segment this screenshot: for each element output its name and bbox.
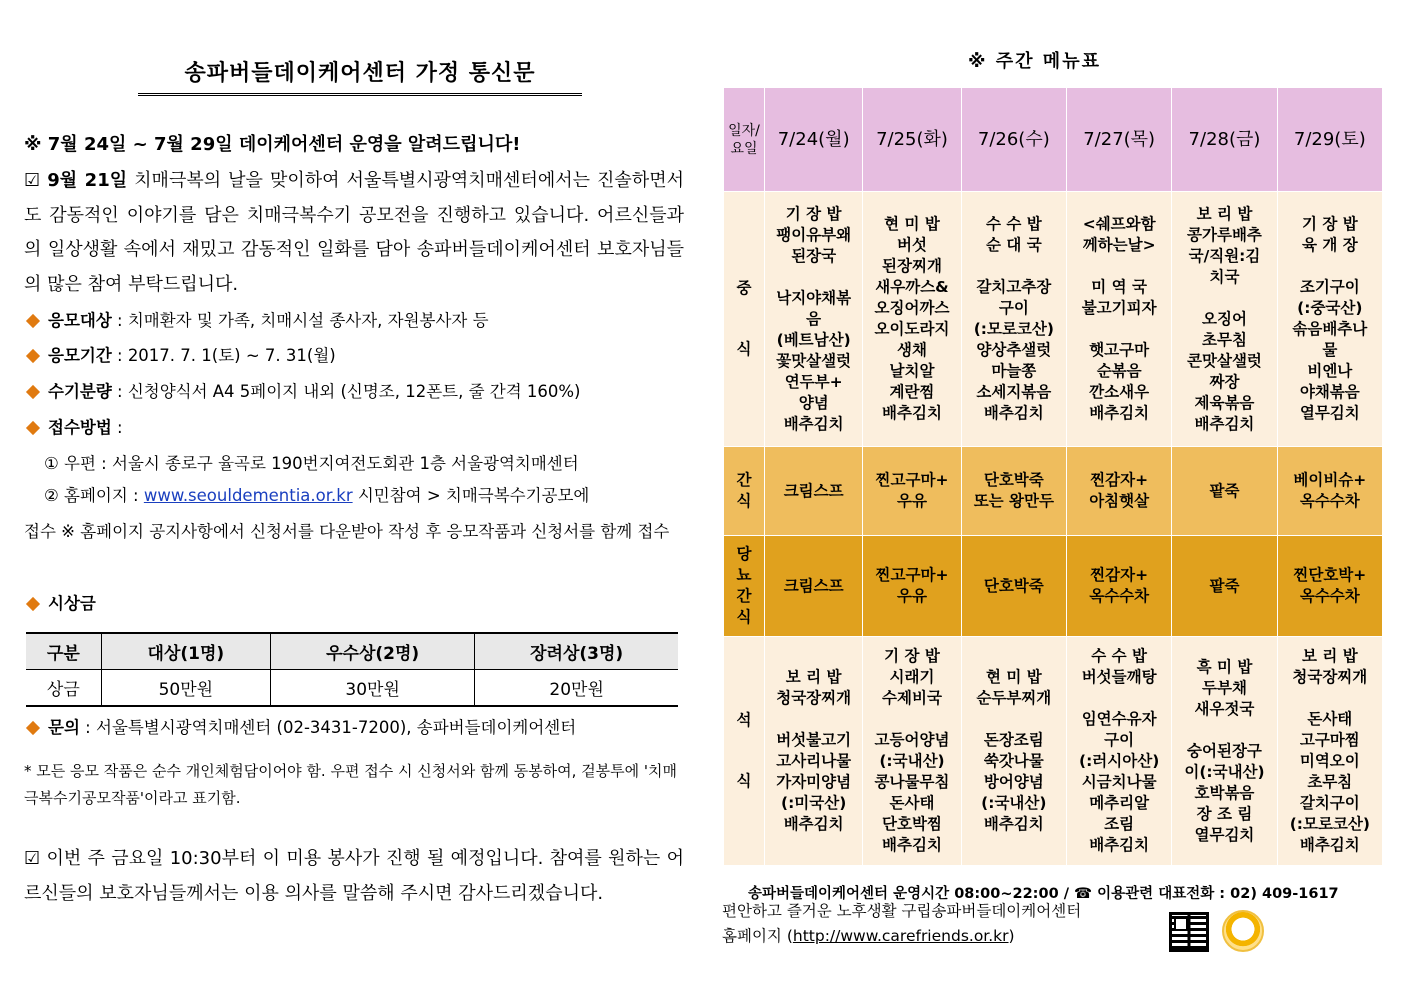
menu-item: 팽이유부왜 <box>776 225 852 244</box>
menu-item: 열무김치 <box>1194 825 1255 844</box>
menu-item: 크림스프 <box>783 576 844 595</box>
menu-cell <box>1172 536 1277 637</box>
menu-item: 조기구이 <box>1299 278 1360 296</box>
meal-label <box>724 447 765 536</box>
menu-item <box>1067 688 1171 709</box>
table-header: 대상(1명) <box>101 633 270 670</box>
menu-cell <box>1172 637 1277 866</box>
item-label: 접수방법 <box>48 418 112 437</box>
menu-item: 기 장 밥 <box>1301 215 1358 233</box>
item-period <box>24 346 336 366</box>
table-cell: 50만원 <box>101 670 270 707</box>
menu-item: 흑 미 밥 <box>1196 657 1253 676</box>
meal-label-char: 간 <box>736 587 752 605</box>
menu-item: 보 리 밥 <box>1301 647 1358 665</box>
homepage-line <box>722 924 1015 946</box>
menu-item: 현 미 밥 <box>985 668 1042 686</box>
menu-item: 순 대 국 <box>985 236 1042 254</box>
menu-item: 열무김치 <box>1299 404 1360 422</box>
menu-header-row <box>724 88 1383 192</box>
intro-paragraph <box>24 164 684 302</box>
day-header: 7/28(금) <box>1172 88 1277 192</box>
meal-label-char: 뇨 <box>736 566 752 584</box>
menu-cell <box>1066 192 1171 447</box>
menu-item: 배추김치 <box>983 815 1044 833</box>
carefriends-link[interactable]: http://www.carefriends.or.kr <box>792 927 1009 945</box>
table-header: 우수상(2명) <box>271 633 475 670</box>
menu-item: 꽃맛살샐럿 <box>776 351 852 370</box>
item-text: : 2017. 7. 1(토) ~ 7. 31(월) <box>111 346 336 365</box>
day-header: 7/26(수) <box>961 88 1066 192</box>
menu-item: 우유 <box>897 587 927 605</box>
menu-item: 단호박죽 <box>983 471 1044 489</box>
menu-item: 연두부+ <box>784 372 843 391</box>
menu-item: 고구마찜 <box>1299 731 1360 749</box>
menu-item: (:러시아산) <box>1079 752 1160 770</box>
menu-item: 고등어양념 <box>874 731 950 749</box>
menu-item: 갈치고추장 <box>976 278 1052 296</box>
menu-item: 단호박찜 <box>882 815 942 833</box>
menu-item: 우유 <box>897 492 927 510</box>
menu-item: 새우젓국 <box>1194 699 1255 718</box>
menu-item <box>1172 288 1276 309</box>
menu-item <box>765 267 862 288</box>
item-prize <box>24 594 96 614</box>
menu-item: <쉐프와함 <box>1082 215 1156 233</box>
menu-item: 돈사태 <box>889 794 935 812</box>
menu-item: 고사리나물 <box>776 752 852 770</box>
menu-cell <box>1277 536 1382 637</box>
menu-cell <box>765 192 863 447</box>
menu-item: 청국장찌개 <box>776 689 852 707</box>
menu-cell <box>1172 447 1277 536</box>
menu-item: 보 리 밥 <box>785 668 842 686</box>
diamond-bullet-icon <box>26 420 40 434</box>
menu-cell <box>1277 637 1382 866</box>
menu-item: 콘맛살샐럿 <box>1187 351 1262 370</box>
notice-heading: ※ 7월 24일 ~ 7월 29일 데이케어센터 운영을 알려드립니다! <box>24 134 521 155</box>
checkbox-icon: ☑ <box>24 848 41 869</box>
menu-item: 찐단호박+ <box>1293 566 1367 584</box>
corner-label-line: 요일 <box>730 140 758 157</box>
menu-item: 장 조 림 <box>1196 804 1253 823</box>
menu-item: 초무침 <box>1202 330 1247 349</box>
menu-item: 된장찌개 <box>882 257 942 275</box>
menu-item: 된장국 <box>791 246 837 265</box>
menu-item: 찐감자+ <box>1090 566 1149 584</box>
menu-item: 배추김치 <box>882 836 942 854</box>
day-header: 7/29(토) <box>1277 88 1382 192</box>
menu-cell <box>961 536 1066 637</box>
menu-item: 두부채 <box>1202 678 1247 697</box>
menu-item: 야채볶음 <box>1299 383 1360 401</box>
method-post: ① 우편 : 서울시 종로구 율곡로 190번지여전도회관 1층 서울광역치매센터 <box>44 454 579 473</box>
menu-item: 오이도라지 <box>874 320 950 338</box>
diamond-bullet-icon <box>26 596 40 610</box>
center-logo-icon <box>1222 910 1264 952</box>
intro-date: 9월 21일 <box>47 170 128 191</box>
menu-item: 께하는날> <box>1082 236 1156 254</box>
volunteer-text: 이번 주 금요일 10:30부터 이 미용 봉사가 진행 될 예정입니다. 참여를 원하는 어르신들의 보호자님들께서는 이용 의사를 말씀해 주시면 감사드리겠습니다. <box>24 848 684 904</box>
menu-item <box>1278 256 1382 277</box>
menu-cell <box>765 637 863 866</box>
menu-item: 기 장 밥 <box>884 647 940 665</box>
item-label: 응모대상 <box>48 311 112 330</box>
operating-hours: 송파버들데이케어센터 운영시간 08:00~22:00 / ☎ 이용관련 대표전화 : 02) 409-1617 <box>748 886 1339 902</box>
homepage-label: 홈페이지 ( <box>722 927 793 945</box>
menu-item: 낙지야채볶 <box>776 288 852 307</box>
menu-item: 수제비국 <box>882 689 942 707</box>
item-label: 시상금 <box>48 594 96 613</box>
menu-cell <box>863 192 961 447</box>
menu-item: 방어양념 <box>983 773 1044 791</box>
menu-item: 오징어 <box>1202 309 1247 328</box>
menu-item: 청국장찌개 <box>1292 668 1368 686</box>
table-cell: 30만원 <box>271 670 475 707</box>
menu-item: 양상추샐럿 <box>976 341 1052 359</box>
menu-table <box>723 87 1383 866</box>
menu-item: 햇고구마 <box>1089 341 1150 359</box>
menu-item: (:국내산) <box>981 794 1047 812</box>
table-header: 구분 <box>26 633 101 670</box>
menu-item: 초무침 <box>1307 773 1353 791</box>
menu-cell <box>1066 637 1171 866</box>
menu-item: 배추김치 <box>783 414 844 433</box>
seouldementia-link[interactable]: www.seouldementia.or.kr <box>143 486 353 505</box>
item-text: : <box>111 418 123 437</box>
menu-item: 국/직원:김 <box>1188 246 1261 265</box>
menu-cell <box>1172 192 1277 447</box>
menu-item: 현 미 밥 <box>884 215 940 233</box>
menu-item: 순두부찌개 <box>976 689 1052 707</box>
menu-item: 불고기피자 <box>1081 299 1157 317</box>
menu-item: (:모로코산) <box>973 320 1054 338</box>
method-web <box>44 486 589 506</box>
menu-item: 비엔나 <box>1307 362 1353 380</box>
menu-item: 생채 <box>897 341 927 359</box>
menu-item: 찐고구마+ <box>875 471 949 489</box>
menu-item: 육 개 장 <box>1301 236 1358 254</box>
meal-label <box>724 192 765 447</box>
menu-item: 돈사태 <box>1307 710 1353 728</box>
menu-item: 시금치나물 <box>1081 773 1157 791</box>
menu-item: 숭어된장구 <box>1187 741 1262 760</box>
table-cell: 상금 <box>26 670 101 707</box>
menu-item: (:국내산) <box>879 752 945 770</box>
menu-item: 크림스프 <box>783 481 844 500</box>
menu-item: 구이 <box>1104 731 1135 749</box>
menu-item: 소세지볶음 <box>976 383 1052 401</box>
meal-label-char: 석 <box>736 711 752 729</box>
page-title: 송파버들데이케어센터 가정 통신문 <box>138 56 582 96</box>
item-label: 문의 <box>48 718 80 737</box>
menu-item: 베이비슈+ <box>1293 471 1367 489</box>
method-web-continued: 접수 ※ 홈페이지 공지사항에서 신청서를 다운받아 작성 후 응모작품과 신청서를 함께 접수 <box>24 522 670 541</box>
menu-item: 콩나물무침 <box>874 773 950 791</box>
menu-cell <box>863 447 961 536</box>
menu-item: 돈장조림 <box>983 731 1044 749</box>
menu-item: 마늘쫑 <box>991 362 1037 380</box>
item-target <box>24 311 489 331</box>
menu-item: 배추김치 <box>1089 836 1150 854</box>
menu-item: 배추김치 <box>783 815 844 833</box>
menu-item: 배추김치 <box>882 404 942 422</box>
menu-item: (:미국산) <box>781 794 847 812</box>
meal-label-char: 당 <box>736 545 752 563</box>
dinner-row <box>724 637 1383 866</box>
menu-title: ※ 주간 메뉴표 <box>968 51 1101 72</box>
menu-cell <box>1277 192 1382 447</box>
menu-item: 치국 <box>1209 267 1240 286</box>
volunteer-paragraph <box>24 842 684 911</box>
menu-item <box>1278 688 1382 709</box>
menu-item <box>1067 256 1171 277</box>
menu-item: 음 <box>806 309 822 328</box>
menu-item: (베트남산) <box>776 330 851 349</box>
diamond-bullet-icon <box>26 348 40 362</box>
meal-label-char: 식 <box>736 608 752 626</box>
menu-cell <box>765 536 863 637</box>
menu-item: 구이 <box>998 299 1029 317</box>
method-web-prefix: ② 홈페이지 : <box>44 486 144 505</box>
menu-item: 미역오이 <box>1299 752 1360 770</box>
menu-item: 버섯들깨탕 <box>1081 668 1157 686</box>
menu-item <box>962 709 1066 730</box>
menu-item: 임연수유자 <box>1081 710 1157 728</box>
menu-item: 팥죽 <box>1209 481 1240 500</box>
menu-item: 계란찜 <box>889 383 935 401</box>
menu-item: 배추김치 <box>1089 404 1150 422</box>
menu-item: 기 장 밥 <box>785 204 842 223</box>
prize-value-row <box>26 670 678 707</box>
menu-item: 콩가루배추 <box>1187 225 1262 244</box>
meal-label-char: 간 <box>736 471 752 489</box>
menu-item: 제육볶음 <box>1194 393 1255 412</box>
menu-item: 메추리알 <box>1089 794 1150 812</box>
menu-item: 이(:국내산) <box>1184 762 1265 781</box>
meal-label-char: 식 <box>736 340 752 358</box>
menu-item: 찐감자+ <box>1090 471 1149 489</box>
table-header: 장려상(3명) <box>475 633 678 670</box>
diabetic-snack-row <box>724 536 1383 637</box>
prize-table <box>26 632 678 707</box>
menu-cell <box>961 192 1066 447</box>
day-header: 7/24(월) <box>765 88 863 192</box>
diamond-bullet-icon <box>26 384 40 398</box>
menu-cell <box>961 637 1066 866</box>
slogan: 편안하고 즐거운 노후생활 구립송파버들데이케어센터 <box>722 902 1082 920</box>
meal-label <box>724 536 765 637</box>
menu-item: 찐고구마+ <box>875 566 949 584</box>
menu-item: 갈치구이 <box>1299 794 1360 812</box>
menu-item <box>962 256 1066 277</box>
item-label: 수기분량 <box>48 382 112 401</box>
corner-label <box>724 88 765 192</box>
menu-item: 배추김치 <box>1299 836 1360 854</box>
menu-cell <box>765 447 863 536</box>
menu-item: 양념 <box>798 393 829 412</box>
menu-item: 깐소새우 <box>1089 383 1150 401</box>
menu-item: 단호박죽 <box>983 576 1044 595</box>
lunch-row <box>724 192 1383 447</box>
menu-item: 옥수수차 <box>1299 492 1360 510</box>
menu-cell <box>863 637 961 866</box>
menu-cell <box>863 536 961 637</box>
corner-label-line: 일자/ <box>728 122 760 139</box>
meal-label <box>724 637 765 866</box>
menu-item: 배추김치 <box>983 404 1044 422</box>
menu-item: 아침햇살 <box>1089 492 1150 510</box>
menu-item: 날치알 <box>889 362 935 380</box>
table-cell: 20만원 <box>475 670 678 707</box>
menu-item: 옥수수차 <box>1299 587 1360 605</box>
menu-item: (:모로코산) <box>1289 815 1370 833</box>
item-contact <box>24 718 576 738</box>
menu-item: 솎음배추나 <box>1292 320 1368 338</box>
menu-item: 버섯불고기 <box>776 731 852 749</box>
item-text: : 서울특별시광역치매센터 (02-3431-7200), 송파버들데이케어센터 <box>79 718 577 737</box>
item-text: : 신청양식서 A4 5페이지 내외 (신명조, 12폰트, 줄 간격 160%) <box>111 382 581 401</box>
item-method <box>24 418 123 438</box>
meal-label-char: 식 <box>736 772 752 790</box>
menu-item: 수 수 밥 <box>1091 647 1147 665</box>
menu-item: 배추김치 <box>1194 414 1255 433</box>
menu-item: 보 리 밥 <box>1196 204 1253 223</box>
qr-code-icon[interactable] <box>1169 912 1209 952</box>
menu-cell <box>1277 447 1382 536</box>
item-label: 응모기간 <box>48 346 112 365</box>
checkbox-icon: ☑ <box>24 170 41 191</box>
menu-item <box>1067 319 1171 340</box>
menu-item: 호박볶음 <box>1194 783 1255 802</box>
menu-item: 시래기 <box>889 668 935 686</box>
menu-item <box>1172 720 1276 741</box>
day-header: 7/27(목) <box>1066 88 1171 192</box>
menu-item <box>765 709 862 730</box>
menu-item: 오징어까스 <box>874 299 950 317</box>
menu-item: 가자미양념 <box>776 773 852 791</box>
menu-item <box>863 709 960 730</box>
meal-label-char: 중 <box>736 279 752 297</box>
menu-item: 새우까스& <box>875 278 949 296</box>
menu-item: 조림 <box>1104 815 1135 833</box>
menu-item: 수 수 밥 <box>985 215 1042 233</box>
diamond-bullet-icon <box>26 720 40 734</box>
meal-label-char: 식 <box>736 492 752 510</box>
menu-item: 물 <box>1322 341 1338 359</box>
menu-item: 버섯 <box>897 236 927 254</box>
menu-cell <box>961 447 1066 536</box>
prize-header-row <box>26 633 678 670</box>
menu-item: 옥수수차 <box>1089 587 1150 605</box>
snack-row <box>724 447 1383 536</box>
diamond-bullet-icon <box>26 313 40 327</box>
footnote: * 모든 응모 작품은 순수 개인체험담이어야 함. 우편 접수 시 신청서와 함께 동봉하여, 겉봉투에 '치매극복수기공모작품'이라고 표기함. <box>24 762 678 807</box>
menu-item: 쑥갓나물 <box>983 752 1044 770</box>
intro-text: 치매극복의 날을 맞이하여 서울특별시광역치매센터에서는 진솔하면서도 감동적인 이야기를 담은 치매극복수기 공모전을 진행하고 있습니다. 어르신들과의 일상생활 속에서 재밌고 감동적인 일화를 담아 송파버들데이케어센터 보호자님들의 많은 참여 부탁드립니다. <box>24 170 684 295</box>
menu-item: 짜장 <box>1209 372 1240 391</box>
menu-cell <box>1066 536 1171 637</box>
menu-item: 팥죽 <box>1209 576 1240 595</box>
menu-item: (:중국산) <box>1297 299 1363 317</box>
day-header: 7/25(화) <box>863 88 961 192</box>
menu-item: 또는 왕만두 <box>973 492 1054 510</box>
menu-item: 순볶음 <box>1096 362 1142 380</box>
item-text: : 치매환자 및 가족, 치매시설 종사자, 자원봉사자 등 <box>111 311 489 330</box>
item-length <box>24 382 581 402</box>
menu-item: 미 역 국 <box>1091 278 1147 296</box>
homepage-close: ) <box>1008 927 1015 945</box>
method-web-suffix: 시민참여 > 치매극복수기공모에 <box>352 486 590 505</box>
menu-cell <box>1066 447 1171 536</box>
